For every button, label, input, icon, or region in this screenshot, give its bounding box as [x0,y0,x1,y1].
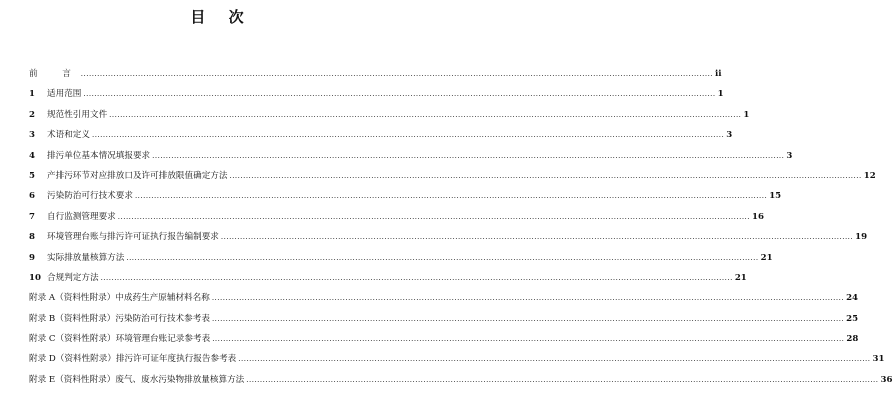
toc-page-number: 31 [872,354,885,365]
toc-page-number: ii [715,69,722,79]
toc-section-number: 4 [29,150,35,161]
toc-entry-label: 附录 D（资料性附录）排污许可证年度执行报告参考表 [29,354,237,365]
toc-page-number: 16 [752,211,764,222]
toc-entry-appendix-a[interactable] [29,288,859,308]
toc-page-number: 28 [846,334,859,345]
toc-page-number: 3 [726,130,733,141]
toc-entry-label: 排污单位基本情况填报要求 [47,150,151,161]
dot-leader [238,349,870,369]
toc-entry-appendix-b[interactable] [29,309,859,329]
toc-entry-9[interactable] [29,248,773,268]
toc-section-number: 10 [29,272,41,283]
toc-entry-7[interactable] [29,207,764,227]
toc-page-number: 36 [880,374,892,385]
toc-section-number: 6 [29,191,35,202]
toc-entry-10[interactable] [29,268,747,288]
toc-page-number: 1 [717,89,724,100]
toc-section-number: 8 [29,232,35,243]
toc-entry-label: 实际排放量核算方法 [47,252,125,263]
dot-leader [229,166,861,186]
toc-entry-label: 合规判定方法 [47,272,99,283]
toc-entry-label: 产排污环节对应排放口及许可排放限值确定方法 [47,170,228,181]
page-title: 目 次 [190,8,253,26]
toc-entry-label: 前 言 [29,69,79,79]
dot-leader [212,309,844,329]
dot-leader [109,105,741,125]
toc-section-number: 1 [29,89,35,100]
toc-entry-label: 规范性引用文件 [47,109,108,120]
toc-entry-label: 术语和定义 [47,130,90,141]
dot-leader [126,248,758,268]
toc-entry-5[interactable] [29,166,876,186]
dot-leader [246,370,878,390]
toc-page-number: 1 [743,109,750,120]
toc-entry-label: 自行监测管理要求 [47,211,116,222]
toc-page-number: 25 [846,313,859,324]
dot-leader [83,84,715,104]
toc-entry-4[interactable] [29,146,793,166]
toc-entry-label: 附录 C（资料性附录）环境管理台账记录参考表 [29,334,211,345]
toc-section-number: 2 [29,109,35,120]
toc-section-number: 9 [29,252,35,263]
toc-page-number: 15 [769,191,782,202]
dot-leader [152,146,784,166]
table-of-contents [29,64,892,390]
toc-page-number: 19 [855,232,868,243]
toc-section-number: 5 [29,170,35,181]
toc-entry-3[interactable] [29,125,733,145]
toc-entry-label: 环境管理台账与排污许可证执行报告编制要求 [47,232,219,243]
dot-leader [92,125,724,145]
toc-entry-appendix-e[interactable] [29,370,892,390]
dot-leader [221,227,853,247]
toc-entry-label: 污染防治可行技术要求 [47,191,133,202]
dot-leader [212,329,844,349]
toc-entry-label: 适用范围 [47,89,82,100]
toc-entry-label: 附录 E（资料性附录）废气、废水污染物排放量核算方法 [29,374,245,385]
toc-entry-label: 附录 A（资料性附录）中成药生产原辅材料名称 [29,293,210,304]
dot-leader [212,288,844,308]
toc-section-number: 7 [29,211,35,222]
toc-entry-appendix-c[interactable] [29,329,859,349]
toc-entry-8[interactable] [29,227,868,247]
toc-entry-1[interactable] [29,84,724,104]
toc-entry-appendix-d[interactable] [29,349,885,369]
dot-leader [135,186,767,206]
toc-entry-2[interactable] [29,105,750,125]
toc-page-number: 21 [760,252,773,263]
toc-entry-label: 附录 B（资料性附录）污染防治可行技术参考表 [29,313,210,324]
dot-leader [118,207,750,227]
dot-leader [101,268,733,288]
toc-section-number: 3 [29,130,35,141]
toc-page-number: 24 [846,293,859,304]
dot-leader [81,64,713,84]
toc-page-number: 21 [734,272,747,283]
toc-page-number: 12 [863,170,876,181]
toc-entry-preface[interactable] [29,64,722,84]
toc-entry-6[interactable] [29,186,782,206]
toc-page-number: 3 [786,150,793,161]
